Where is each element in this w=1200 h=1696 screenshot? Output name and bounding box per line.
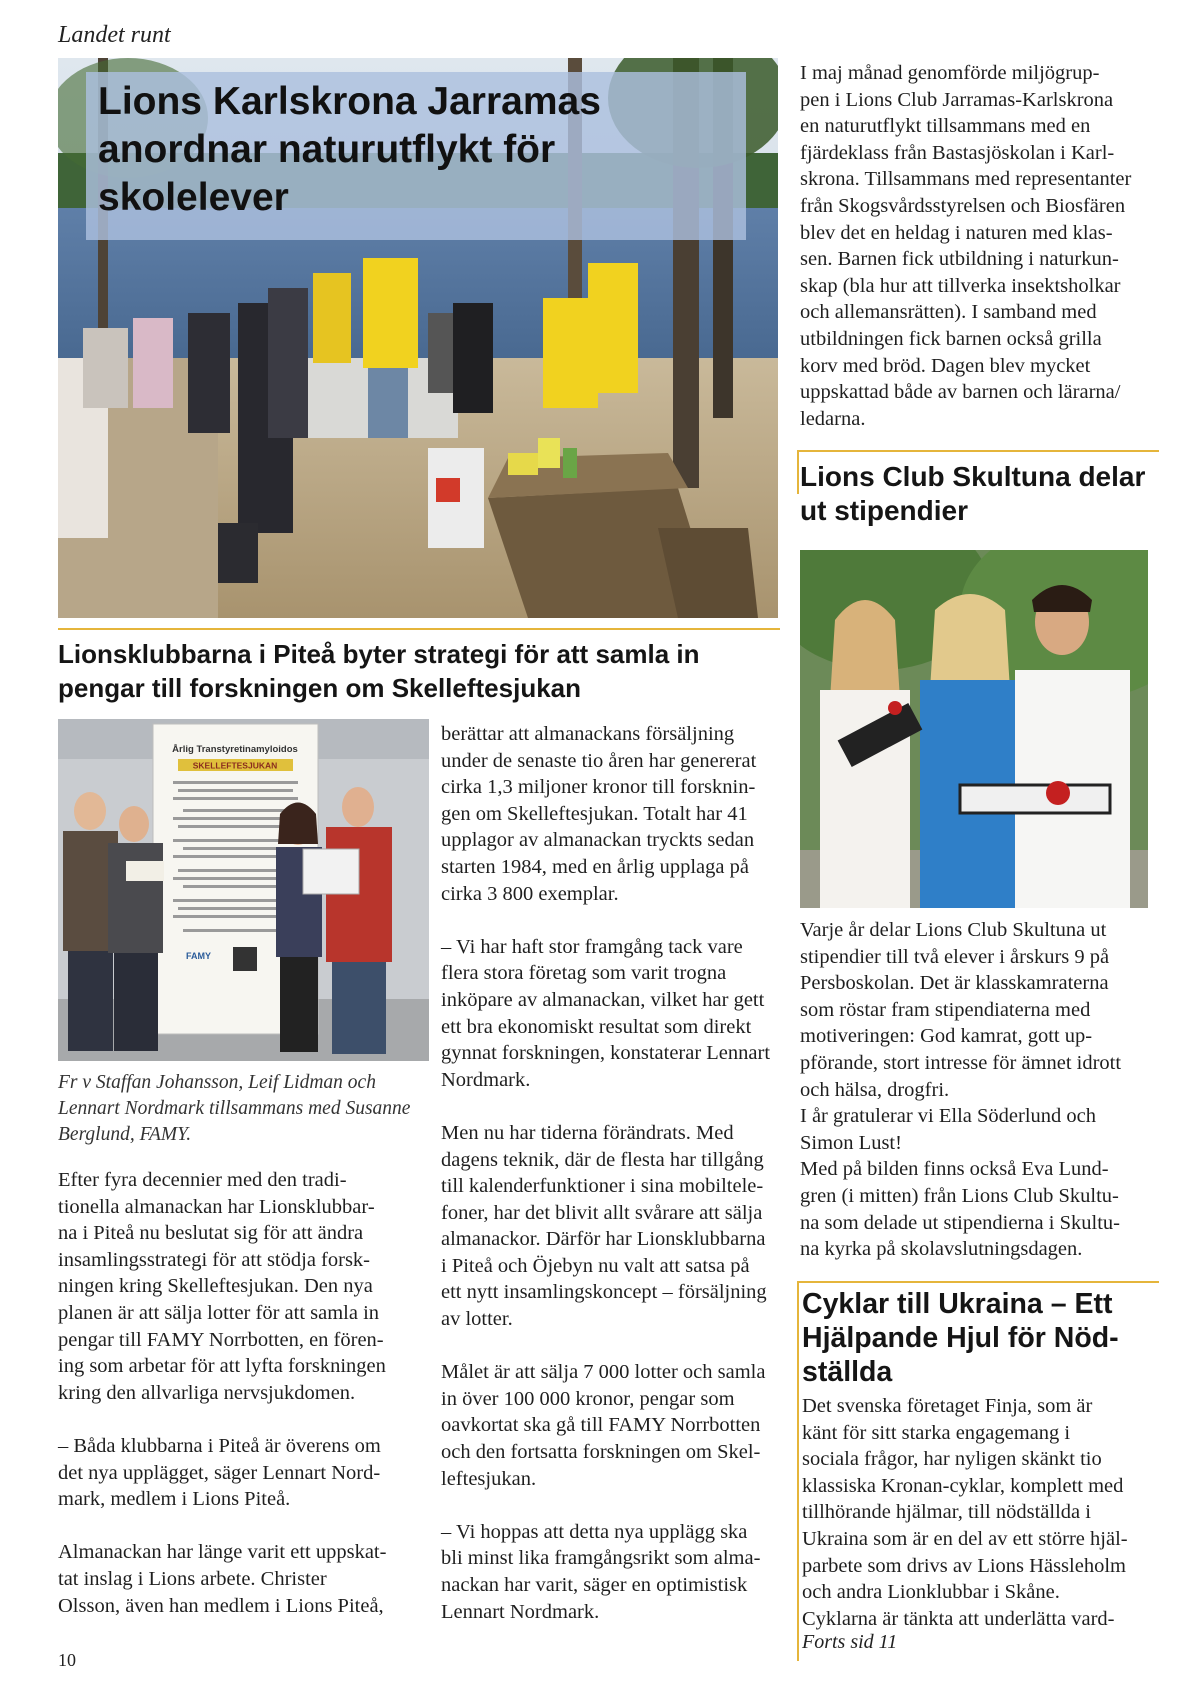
famy-logo: FAMY [186,951,212,961]
headline-line: skolelever [98,176,289,219]
headline-line: anordnar naturutflykt för [98,128,556,171]
banner-title: Årlig Transtyretinamyloidos [172,744,298,755]
pitea-article-col1: Efter fyra decennier med den tradi- tionella almanackan har Lionsklubbar- na i Piteå nu beslutat sig för att ändra insamlingsstrategi för att stödja forsk- ningen kring Skelleftesjukan. Den nya planen är att sälja lotter för att samla in pengar till FAMY Norrbotten, en fören- ing som arbetar för att lyfta forskningen kring den allvarliga nervsjukdomen. – Båda klubbarna i Piteå är överens om det nya upplägget, säger Lennart Nord- mark, medlem i Lions Piteå. Almanackan har länge varit ett uppskat- tat inslag i Lions arbete. Christer Olsson, även han medlem i Lions Piteå, [58,1169,387,1617]
pitea-heading: Lionsklubbarna i Piteå byter strategi för att samla in pengar till forskningen om Skelleftesjukan [58,639,700,703]
pitea-article-col2: berättar att almanackans försäljning under de senaste tio åren har genererat cirka 1,3 miljoner kronor till forsknin- gen om Skelleftesjukan. Totalt har 41 upplagor av almanackan tryckts sedan starten 1984, med en årlig upplaga på cirka 3 800 exemplar. – Vi har haft stor framgång tack vare flera stora företag som varit trogna inköpare av almanackan, vilket har gett ett bra ekonomiskt resultat som direkt gynnat forskningen, konstaterar Lennart Nordmark. Men nu har tiderna förändrats. Med dagens teknik, där de flesta har tillgång till kalenderfunktioner i sina mobiltele- foner, har det blivit allt svårare att sälja almanackor. Därför har Lionsklubbarna i Piteå och Öjebyn nu valt att satsa på ett nytt insamlingskoncept – försäljning av lotter. Målet är att sälja 7 000 lotter och samla in över 100 000 kronor, pengar som oavkortat ska gå till FAMY Norrbotten och den fortsatta forskningen om Skel- leftesjukan. – Vi hoppas att detta nya upplägg ska bli minst lika framgångsrikt som alma- nackan har varit, säger en optimistisk Lennart Nordmark. [441,723,771,1623]
headline-box [86,72,746,240]
skultuna-heading: Lions Club Skultuna delar ut stipendier [800,461,1146,526]
divider [797,450,1159,452]
continued-note: Forts sid 11 [802,1631,898,1653]
headline-line: Lions Karlskrona Jarramas [98,80,601,123]
divider [58,628,780,630]
banner-subtitle: SKELLEFTESJUKAN [192,760,278,771]
divider [797,450,799,494]
photo-caption: Fr v Staffan Johansson, Leif Lidman och Lennart Nordmark tillsammans med Susanne Berglund, FAMY. [58,1072,411,1145]
fundraising-photo [58,719,429,1061]
page-number: 10 [58,1650,76,1670]
ukraina-article-text: Det svenska företaget Finja, som är känt för sitt starka engagemang i sociala frågor, har nyligen skänkt tio klassiska Kronan-cyklar, komplett med tillhörande hjälmar, till nödställda i Ukraina som är en del av ett större hjäl- parbete som drivs av Lions Hässleholm och andra Lionklubbar i Skåne. Cyklarna är tänkta att underlätta vard- [802,1395,1128,1630]
graduation-photo [800,550,1148,908]
ukraina-heading: Cyklar till Ukraina – Ett Hjälpande Hjul för Nöd- ställda [802,1288,1119,1388]
skultuna-article-text: Varje år delar Lions Club Skultuna ut stipendier till två elever i årskurs 9 på Persboskolan. Det är klasskamraterna som röstar fram stipendiaterna med motiveringen: God kamrat, gott up- pförande, stort intresse för ämnet idrott och hälsa, drogfri. I år gratulerar vi Ella Söderlund och Simon Lust! Med på bilden finns också Eva Lund- gren (i mitten) från Lions Club Skultu- na som delade ut stipendierna i Skultu- na kyrka på skolavslutningsdagen. [800,919,1122,1261]
section-label: Landet runt [58,22,171,48]
divider [797,1281,1159,1283]
karlskrona-article-text: I maj månad genomförde miljögrup- pen i Lions Club Jarramas-Karlskrona en naturutflykt tillsammans med en fjärdeklass från Bastasjöskolan i Karl- skrona. Tillsammans med representanter från Skogsvårdsstyrelsen och Biosfären blev det en heldag i naturen med klas- sen. Barnen fick utbildning i naturkun- skap (bla hur att tillverka insektsholkar och allemansrätten). I samband med utbildningen fick barnen också grilla korv med bröd. Dagen blev mycket uppskattad både av barnen och lärarna/ ledarna. [800,62,1132,430]
divider [797,1281,799,1661]
